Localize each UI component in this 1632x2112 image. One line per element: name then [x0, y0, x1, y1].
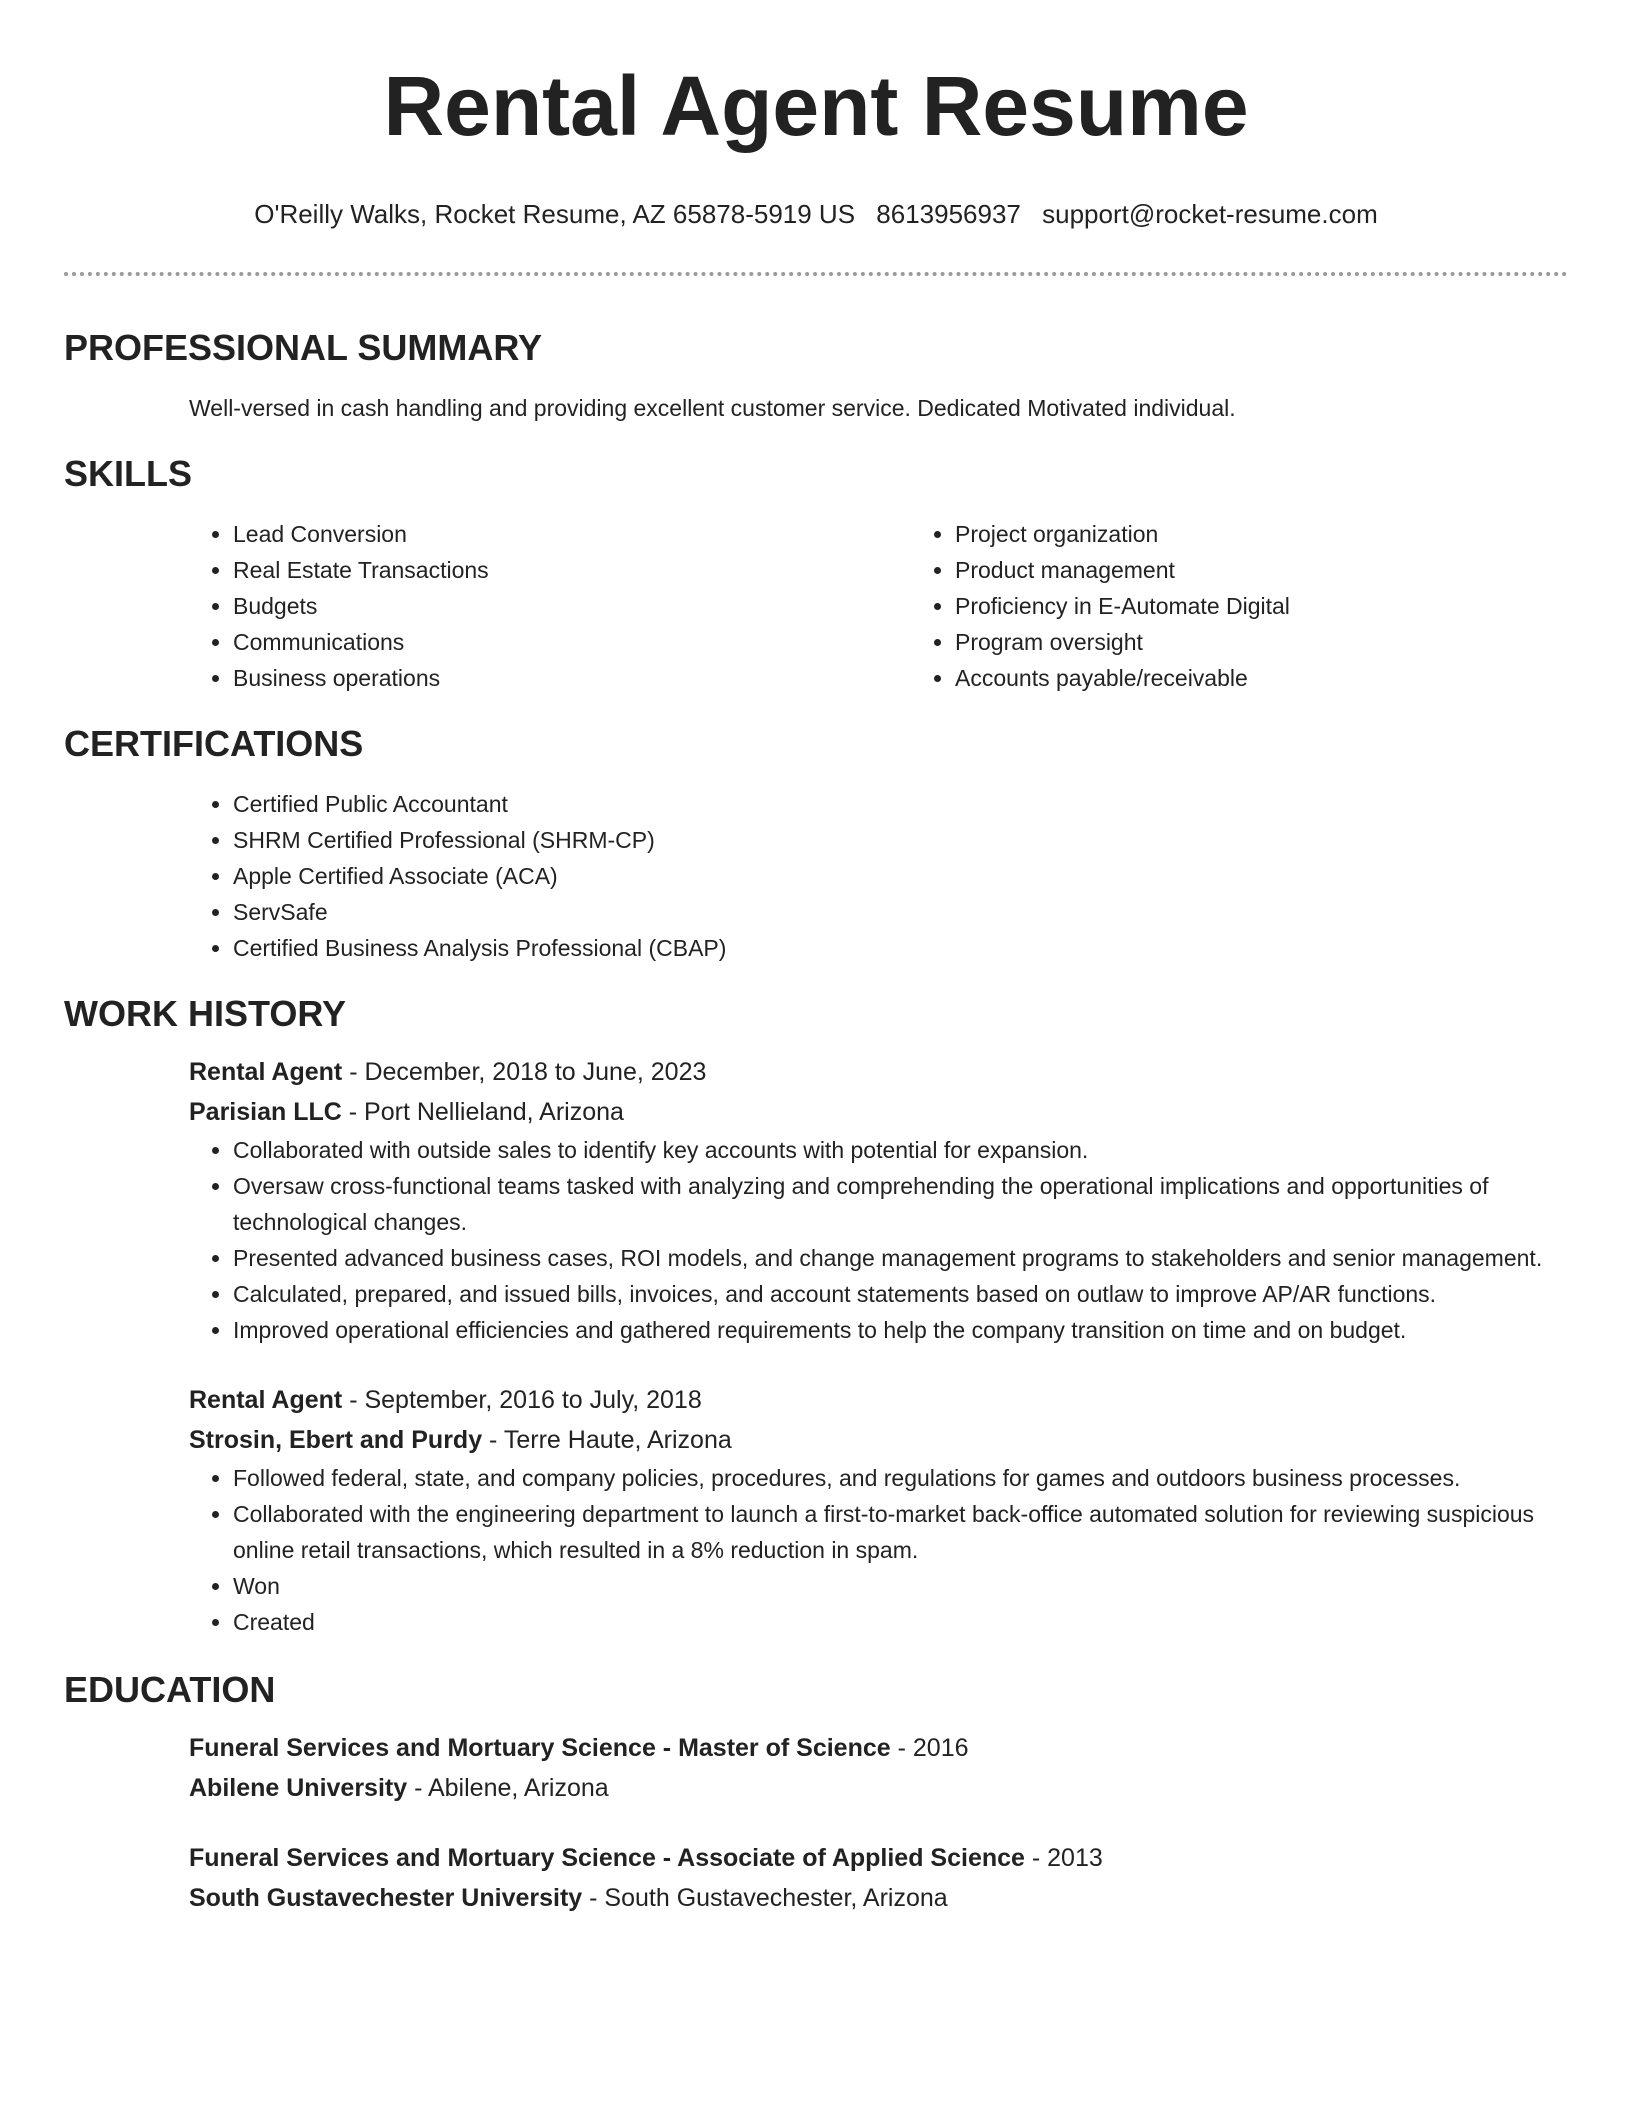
contact-line [64, 198, 1568, 230]
summary-text: Well-versed in cash handling and providing excellent customer service. Dedicated Motivated individual. [189, 395, 1236, 421]
skill-item: • Program oversight [955, 624, 1555, 660]
contact-phone: 8613956937 [876, 199, 1021, 229]
job-bullet: • Won [233, 1568, 1568, 1604]
certifications-heading: CERTIFICATIONS [64, 723, 364, 764]
job-dates: - September, 2016 to July, 2018 [342, 1386, 702, 1414]
header-divider [64, 272, 1568, 276]
skills-list-right [911, 516, 1555, 696]
school-line [189, 1878, 1568, 1918]
skill-item: • Proficiency in E-Automate Digital [955, 588, 1555, 624]
work-history-section [64, 992, 1568, 1640]
job-company-line [189, 1092, 1568, 1132]
job-title: Rental Agent [189, 1386, 343, 1414]
skill-item: • Real Estate Transactions [233, 552, 911, 588]
school-name: South Gustavechester University [189, 1884, 583, 1912]
summary-heading: PROFESSIONAL SUMMARY [64, 327, 543, 368]
certification-item: • ServSafe [233, 894, 1568, 930]
degree-year: - 2016 [890, 1734, 969, 1762]
certifications-section [64, 722, 1568, 966]
skills-grid [189, 516, 1568, 696]
school-location: - Abilene, Arizona [407, 1774, 609, 1802]
summary-section [64, 326, 1568, 424]
skill-item: • Lead Conversion [233, 516, 911, 552]
job-bullet: • Collaborated with the engineering department to launch a first-to-market back-office automated solution for reviewing suspicious online retail transactions, which resulted in a 8% reduction in spam. [233, 1496, 1568, 1568]
education-heading: EDUCATION [64, 1669, 276, 1710]
job-company-line [189, 1420, 1568, 1460]
certifications-list [189, 786, 1568, 966]
job-company: Strosin, Ebert and Purdy [189, 1426, 483, 1454]
job-title-line [189, 1052, 1568, 1092]
skill-item: • Project organization [955, 516, 1555, 552]
certification-item: • Certified Public Accountant [233, 786, 1568, 822]
job-bullet: • Collaborated with outside sales to identify key accounts with potential for expansion. [233, 1132, 1568, 1168]
job-title: Rental Agent [189, 1058, 343, 1086]
degree-line [189, 1838, 1568, 1878]
job-bullet: • Calculated, prepared, and issued bills, invoices, and account statements based on outlaw to improve AP/AR functions. [233, 1276, 1568, 1312]
school-line [189, 1768, 1568, 1808]
job-bullet: • Presented advanced business cases, ROI models, and change management programs to stakeholders and senior management. [233, 1240, 1568, 1276]
education-section [64, 1668, 1568, 1918]
skills-list-left [189, 516, 911, 696]
education-entry [189, 1838, 1568, 1918]
skills-heading: SKILLS [64, 453, 193, 494]
education-entry [189, 1728, 1568, 1808]
degree-name: Funeral Services and Mortuary Science - Master of Science [189, 1734, 891, 1762]
skill-item: • Budgets [233, 588, 911, 624]
job-company: Parisian LLC [189, 1098, 342, 1126]
job-bullet: • Followed federal, state, and company policies, procedures, and regulations for games and outdoors business processes. [233, 1460, 1568, 1496]
job-bullet: • Improved operational efficiencies and gathered requirements to help the company transition on time and on budget. [233, 1312, 1568, 1348]
job-bullets [189, 1460, 1568, 1640]
job-bullet: • Created [233, 1604, 1568, 1640]
resume-title: Rental Agent Resume [383, 59, 1249, 153]
contact-email: support@rocket-resume.com [1042, 199, 1378, 229]
skills-section [64, 452, 1568, 696]
job-entry [189, 1052, 1568, 1348]
job-title-line [189, 1380, 1568, 1420]
degree-line [189, 1728, 1568, 1768]
job-dates: - December, 2018 to June, 2023 [342, 1058, 707, 1086]
skill-item: • Accounts payable/receivable [955, 660, 1555, 696]
skill-item: • Communications [233, 624, 911, 660]
certification-item: • Certified Business Analysis Professional (CBAP) [233, 930, 1568, 966]
work-history-heading: WORK HISTORY [64, 993, 347, 1034]
job-bullets [189, 1132, 1568, 1348]
contact-address: O'Reilly Walks, Rocket Resume, AZ 65878-5919 US [254, 199, 856, 229]
skill-item: • Business operations [233, 660, 911, 696]
degree-year: - 2013 [1024, 1844, 1103, 1872]
school-location: - South Gustavechester, Arizona [582, 1884, 948, 1912]
job-entry [189, 1380, 1568, 1640]
job-location: - Port Nellieland, Arizona [341, 1098, 624, 1126]
certification-item: • SHRM Certified Professional (SHRM-CP) [233, 822, 1568, 858]
job-bullet: • Oversaw cross-functional teams tasked with analyzing and comprehending the operational implications and opportunities of technological changes. [233, 1168, 1568, 1240]
skill-item: • Product management [955, 552, 1555, 588]
certification-item: • Apple Certified Associate (ACA) [233, 858, 1568, 894]
school-name: Abilene University [189, 1774, 408, 1802]
job-location: - Terre Haute, Arizona [482, 1426, 732, 1454]
certifications-body [189, 786, 1568, 966]
degree-name: Funeral Services and Mortuary Science - Associate of Applied Science [189, 1844, 1025, 1872]
